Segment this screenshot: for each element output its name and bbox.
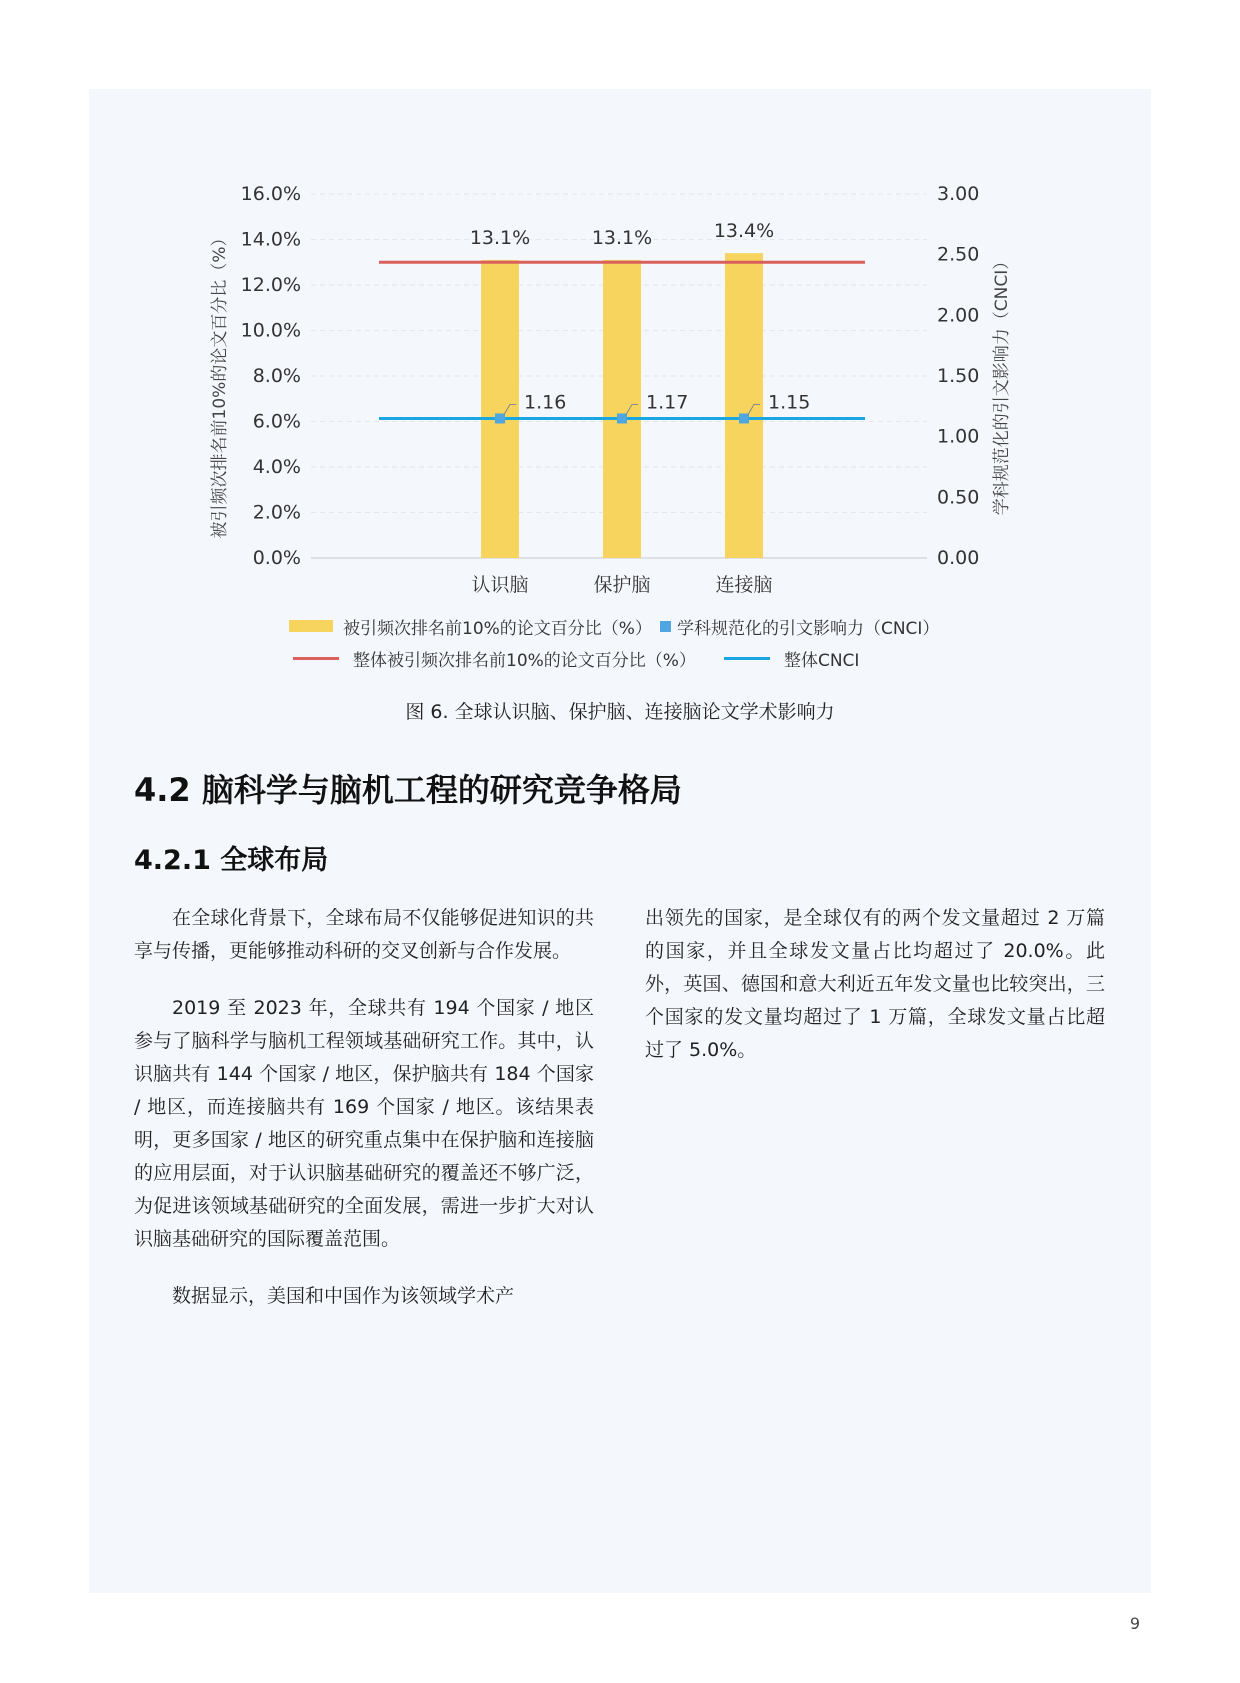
y-left-tick-label: 10.0% — [240, 319, 301, 342]
legend-point-label: 学科规范化的引文影响力（CNCI） — [676, 618, 940, 639]
left-axis-ticks — [241, 183, 301, 569]
y-left-tick-label: 0.0% — [252, 547, 301, 569]
category-label: 保护脑 — [593, 574, 651, 596]
paragraph-3: 数据显示，美国和中国作为该领域学术产 — [172, 1285, 515, 1307]
bar-data-label: 13.4% — [713, 220, 775, 243]
bar-data-label: 13.1% — [469, 226, 531, 249]
legend-blue-line-swatch — [724, 657, 770, 660]
cnci-data-label: 1.16 — [524, 391, 567, 414]
y-right-tick-label: 0.50 — [937, 486, 980, 509]
y-axis-left-label: 被引频次排名前10%的论文百分比（%） — [210, 229, 230, 539]
paragraph-2: 2019 至 2023 年，全球共有 194 个国家 / 地区参与了脑科学与脑机工程领域基础研究工作。其中，认识脑共有 144 个国家 / 地区，保护脑共有 184 个国家 / 地区，而连接脑共有 169 个国家 / 地区。该结果表明，更多国家 / 地区的研究重点集中在保护脑和连接脑的应用层面，对于认识脑基础研究的覆盖还不够广泛，为促进该领域基础研究的全面发展，需进一步扩大对认识脑基础研究的国际覆盖范围。 — [134, 997, 594, 1250]
body-column-right — [645, 902, 1105, 1091]
legend-bar-label: 被引频次排名前10%的论文百分比（%） — [343, 618, 652, 639]
y-left-tick-label: 2.0% — [252, 501, 301, 524]
legend-row-2 — [289, 642, 1009, 674]
legend-row-1 — [289, 610, 1009, 642]
category-labels — [471, 574, 772, 596]
bar — [481, 260, 519, 558]
y-left-tick-label: 6.0% — [252, 410, 301, 433]
y-left-tick-label: 4.0% — [252, 456, 301, 478]
cnci-point — [739, 413, 749, 423]
category-label: 认识脑 — [471, 574, 529, 596]
cnci-point — [495, 413, 505, 423]
page-number: 9 — [1129, 1614, 1140, 1633]
legend-red-line-swatch — [293, 657, 339, 660]
legend-point-swatch — [660, 621, 671, 632]
cnci-data-label: 1.15 — [768, 391, 811, 414]
y-left-tick-label: 8.0% — [252, 365, 301, 387]
cnci-data-label: 1.17 — [646, 391, 689, 414]
cnci-point — [617, 413, 627, 423]
y-left-tick-label: 16.0% — [240, 183, 301, 205]
chart-legend — [289, 610, 1009, 674]
y-right-tick-label: 3.00 — [937, 183, 980, 205]
bar — [603, 260, 641, 558]
legend-red-line-label: 整体被引频次排名前10%的论文百分比（%） — [353, 650, 696, 671]
y-axis-right-label: 学科规范化的引文影响力（CNCI） — [992, 252, 1012, 516]
y-right-tick-label: 2.00 — [937, 304, 980, 327]
legend-bar-swatch — [289, 620, 333, 632]
bar-data-label: 13.1% — [591, 226, 653, 249]
y-right-tick-label: 2.50 — [937, 243, 980, 266]
right-axis-ticks — [937, 183, 979, 569]
y-right-tick-label: 1.50 — [937, 365, 980, 387]
paragraph-3-continued: 出领先的国家，是全球仅有的两个发文量超过 2 万篇的国家，并且全球发文量占比均超过了 20.0%。此外，英国、德国和意大利近五年发文量也比较突出，三个国家的发文量均超过了 1 万篇，全球发文量占比超过了 5.0%。 — [645, 907, 1105, 1061]
figure-caption: 图 6. 全球认识脑、保护脑、连接脑论文学术影响力 — [405, 701, 835, 723]
body-column-left — [134, 902, 594, 1337]
y-right-tick-label: 0.00 — [937, 547, 980, 569]
y-left-tick-label: 14.0% — [240, 228, 301, 251]
legend-blue-line-label: 整体CNCI — [783, 650, 860, 671]
y-left-tick-label: 12.0% — [240, 274, 301, 296]
subsection-title: 4.2.1 全球布局 — [134, 845, 329, 876]
paragraph-1: 在全球化背景下，全球布局不仅能够促进知识的共享与传播，更能够推动科研的交叉创新与合作发展。 — [134, 907, 594, 962]
category-label: 连接脑 — [715, 574, 773, 596]
section-title: 4.2 脑科学与脑机工程的研究竞争格局 — [134, 771, 682, 809]
bar — [725, 253, 763, 558]
bar-series — [470, 220, 774, 558]
y-right-tick-label: 1.00 — [937, 425, 980, 448]
